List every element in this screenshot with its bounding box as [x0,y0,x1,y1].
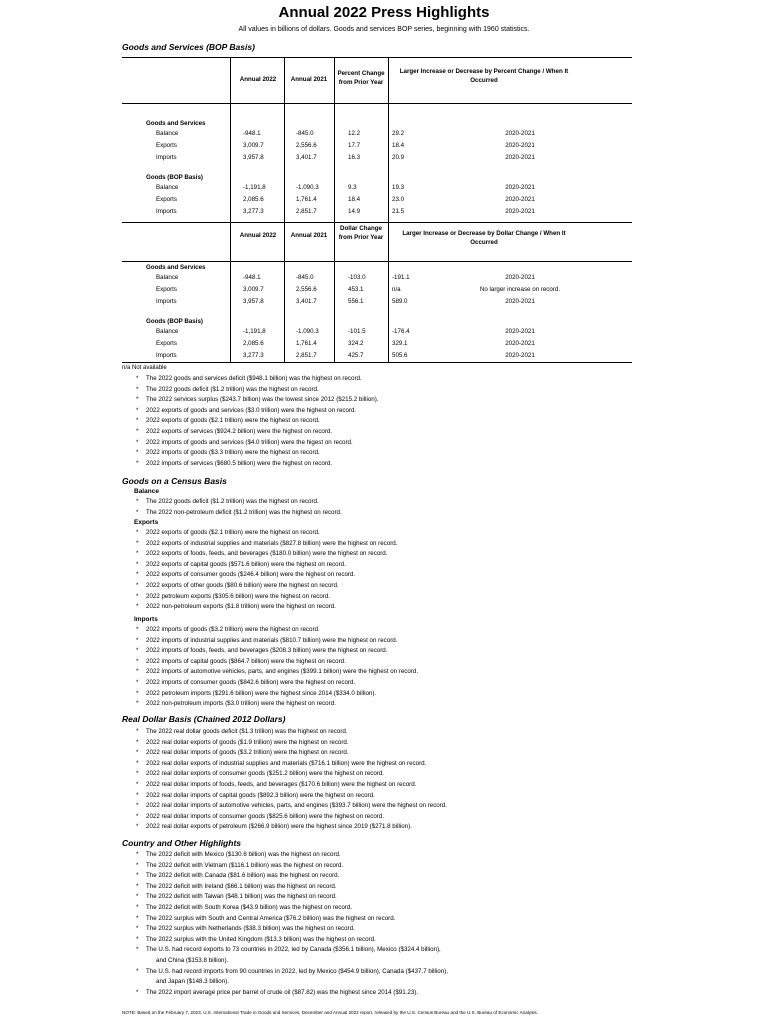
bullet-item: * 2022 exports of goods ($2.1 trillion) were the highest on record. [136,528,397,539]
cell-larger: 329.1 [392,340,408,347]
cell-annual-2021: 2,851.7 [296,352,317,359]
bullet-item: * The 2022 services surplus ($243.7 billion) was the lowest since 2012 ($215.2 billion). [136,395,379,406]
cell-when: 2020-2021 [505,352,535,359]
cell-annual-2021: -1,090.3 [296,328,319,335]
cell-change: 18.4 [348,196,361,203]
bullet-item: * 2022 non-petroleum exports ($1.8 trillion) were the highest on record. [136,602,397,613]
bullet-item: * The 2022 goods deficit ($1.2 trillion) was the highest on record. [136,497,342,508]
bullet-item: * 2022 real dollar imports of foods, feeds, and beverages ($170.6 billion) were the highest on record. [136,780,447,791]
cell-annual-2021: 2,556.6 [296,142,317,149]
subheading-imports: Imports [134,616,158,623]
bullet-item: * The 2022 non-petroleum deficit ($1.2 trillion) was the highest on record. [136,508,342,519]
bullet-item: * 2022 exports of services ($924.2 billion) were the highest on record. [136,427,379,438]
bullet-item: * 2022 exports of other goods ($80.6 billion) were the highest on record. [136,581,397,592]
bullet-line: The U.S. had record exports to 73 countries in 2022, led by Canada ($356.1 billion), Mexico ($324.4 billion), [146,946,441,954]
bullet-item: * 2022 imports of goods ($3.2 trillion) were the highest on record. [136,625,418,636]
cell-larger: 20.9 [392,154,405,161]
bullet-item: * 2022 real dollar exports of industrial supplies and materials ($716.1 billion) were the highest on record. [136,759,447,770]
cell-change: -103.0 [348,274,366,281]
bullet-item: * 2022 real dollar exports of consumer goods ($251.2 billion) were the highest on record. [136,769,447,780]
census-balance-list [136,497,342,518]
bullet-item: * The 2022 real dollar goods deficit ($1.3 trillion) was the highest on record. [136,727,447,738]
cell-annual-2022: -948.1 [243,274,261,281]
section-heading-country: Country and Other Highlights [122,838,241,848]
cell-when: 2020-2021 [505,274,535,281]
bullet-item [136,945,448,956]
cell-annual-2021: -845.0 [296,274,314,281]
cell-larger: 19.3 [392,184,405,191]
bullet-item: * 2022 real dollar exports of goods ($1.9 trillion) were the highest on record. [136,738,447,749]
cell-larger: 23.0 [392,196,405,203]
cell-change: 17.7 [348,142,361,149]
cell-when: 2020-2021 [505,340,535,347]
bullet-item: * 2022 real dollar imports of automotive vehicles, parts, and engines ($393.7 billion) were the highest on record. [136,801,447,812]
bullet-item: * The 2022 deficit with Vietnam ($116.1 billion) was the highest on record. [136,861,448,872]
cell-larger: 505.6 [392,352,408,359]
bullet-item: * 2022 non-petroleum imports ($3.0 trillion) were the highest on record. [136,699,418,710]
col-header: Larger Increase or Decrease by Percent Change / When It Occurred [399,68,569,84]
cell-annual-2021: 2,556.6 [296,286,317,293]
cell-larger: 18.4 [392,142,405,149]
bullet-item: * 2022 exports of consumer goods ($246.4 billion) were the highest on record. [136,570,397,581]
cell-when: 2020-2021 [505,298,535,305]
bullet-item: * 2022 exports of goods ($2.1 trillion) were the highest on record. [136,416,379,427]
table-divider [388,223,389,363]
cell-annual-2022: -948.1 [243,130,261,137]
page-subtitle: All values in billions of dollars. Goods and services BOP series, beginning with 1960 statistics. [238,26,530,33]
bullet-item: * The 2022 deficit with South Korea ($43.9 billion) was the highest on record. [136,903,448,914]
cell-larger: 589.0 [392,298,408,305]
bullet-item: * The 2022 deficit with Taiwan ($48.1 billion) was the highest on record. [136,892,448,903]
cell-when: 2020-2021 [505,196,535,203]
table-divider [334,223,335,363]
bop-dollar-table [122,223,632,363]
bullet-item: * 2022 imports of goods ($3.3 trillion) were the highest on record. [136,448,379,459]
cell-change: 16.3 [348,154,361,161]
real-dollar-bullet-list [136,727,447,833]
cell-annual-2021: -1,090.3 [296,184,319,191]
table-rule [122,261,632,262]
table-divider [388,57,389,223]
bullet-continuation: and China ($153.8 billion). [156,956,229,964]
cell-when: 2020-2021 [505,328,535,335]
bullet-item: * 2022 imports of industrial supplies and materials ($810.7 billion) were the highest on record. [136,636,418,647]
col-header: Annual 2021 [290,232,328,239]
cell-annual-2022: 2,085.6 [243,196,264,203]
table-rule [122,57,632,58]
col-header: Larger Increase or Decrease by Dollar Change / When It Occurred [402,230,566,246]
bullet-item: * The 2022 surplus with Netherlands ($38.3 billion) was the highest on record. [136,924,448,935]
bullet-continuation: and Japan ($148.3 billion). [156,978,229,986]
cell-annual-2022: 2,085.6 [243,340,264,347]
row-label: Balance [156,274,179,281]
cell-when: 2020-2021 [505,184,535,191]
row-group-label: Goods and Services [146,264,206,271]
bullet-item: * 2022 petroleum exports ($305.6 billion) were the highest on record. [136,592,397,603]
bullet-item: * 2022 imports of services ($680.5 billion) were the highest on record. [136,459,379,470]
bullet-item: * 2022 real dollar imports of consumer goods ($825.6 billion) were the highest on record. [136,812,447,823]
bullet-item: * The 2022 deficit with Canada ($81.6 billion) was the highest on record. [136,871,448,882]
subheading-exports: Exports [134,519,159,526]
cell-annual-2022: -1,191.8 [243,328,266,335]
row-label: Imports [156,208,177,215]
row-label: Exports [156,142,177,149]
cell-annual-2021: 1,761.4 [296,340,317,347]
bop-bullet-list [136,374,379,469]
cell-larger: -176.4 [392,328,410,335]
row-label: Exports [156,196,177,203]
cell-change: 453.1 [348,286,364,293]
bullet-item: * 2022 exports of industrial supplies and materials ($827.8 billion) were the highest on record. [136,539,397,550]
bullet-item: * 2022 imports of goods and services ($4.0 trillion) were the higest on record. [136,438,379,449]
row-group-label: Goods (BOP Basis) [146,318,203,325]
bullet-item: * 2022 exports of goods and services ($3.0 trillion) were the highest on record. [136,406,379,417]
bullet-item: * 2022 imports of capital goods ($864.7 billion) were the highest on record. [136,657,418,668]
cell-change: 14.9 [348,208,361,215]
cell-when: 2020-2021 [505,130,535,137]
page-title: Annual 2022 Press Highlights [278,4,490,21]
cell-change: 556.1 [348,298,364,305]
cell-annual-2021: 3,401.7 [296,298,317,305]
col-header: Annual 2022 [239,232,277,239]
row-label: Balance [156,328,179,335]
cell-annual-2022: 3,957.8 [243,154,264,161]
bullet-item: * The 2022 goods deficit ($1.2 trillion) was the highest on record. [136,385,379,396]
cell-when: 2020-2021 [505,142,535,149]
cell-larger: 21.5 [392,208,405,215]
bullet-item: * 2022 petroleum imports ($291.6 billion) were the highest since 2014 ($334.0 billion). [136,689,418,700]
cell-change: 12.2 [348,130,361,137]
col-header: Percent Change from Prior Year [337,70,385,86]
cell-larger: 29.2 [392,130,405,137]
bullet-item: * 2022 imports of consumer goods ($842.6 billion) were the highest on record. [136,678,418,689]
cell-annual-2022: 3,009.7 [243,286,264,293]
cell-larger: -191.1 [392,274,410,281]
cell-when: 2020-2021 [505,208,535,215]
subheading-balance: Balance [134,488,159,495]
bullet-item: * The 2022 surplus with South and Central America ($76.2 billion) was the highest on record. [136,914,448,925]
cell-when: No larger increase on record. [479,286,561,293]
census-imports-list [136,625,418,710]
bullet-item: * The 2022 deficit with Mexico ($130.6 billion) was the highest on record. [136,850,448,861]
cell-change: 9.3 [348,184,357,191]
bop-percent-table [122,57,632,223]
row-label: Imports [156,352,177,359]
footnote: NOTE: Based on the February 7, 2023, U.S. International Trade in Goods and Services, December and Annual 2022 report, released by the U.S. Census Bureau and the U.S. Bureau of Economic Analysis. [122,1010,538,1015]
bullet-item: * 2022 exports of capital goods ($571.6 billion) were the highest on record. [136,560,397,571]
col-header: Annual 2021 [290,76,328,83]
cell-change: 425.7 [348,352,364,359]
row-label: Exports [156,286,177,293]
bullet-item [136,967,448,978]
cell-annual-2022: -1,191.8 [243,184,266,191]
cell-annual-2022: 3,957.8 [243,298,264,305]
section-heading-census: Goods on a Census Basis [122,476,227,486]
row-group-label: Goods (BOP Basis) [146,174,203,181]
bullet-item: * The 2022 surplus with the United Kingdom ($13.3 billion) was the highest on record. [136,935,448,946]
cell-annual-2021: -845.0 [296,130,314,137]
cell-annual-2021: 3,401.7 [296,154,317,161]
table-rule [122,362,632,363]
cell-annual-2022: 3,277.3 [243,208,264,215]
bullet-line: The U.S. had record imports from 90 countries in 2022, led by Mexico ($454.9 billion), Canada ($437.7 billion), [146,967,448,975]
cell-larger: n/a [392,286,401,293]
cell-when: 2020-2021 [505,154,535,161]
row-label: Exports [156,340,177,347]
section-heading-bop: Goods and Services (BOP Basis) [122,42,255,52]
cell-change: -101.5 [348,328,366,335]
col-header: Annual 2022 [239,76,277,83]
row-group-label: Goods and Services [146,120,206,127]
bullet-item: * 2022 exports of foods, feeds, and beverages ($180.0 billion) were the highest on record. [136,549,397,560]
col-header: Dollar Change from Prior Year [338,225,384,241]
table-rule [122,103,632,104]
cell-annual-2021: 1,761.4 [296,196,317,203]
bullet-item: * 2022 imports of automotive vehicles, parts, and engines ($399.1 billion) were the highest on record. [136,667,418,678]
cell-annual-2022: 3,277.3 [243,352,264,359]
row-label: Imports [156,154,177,161]
cell-change: 324.2 [348,340,364,347]
cell-annual-2022: 3,009.7 [243,142,264,149]
bullet-item: * 2022 imports of foods, feeds, and beverages ($208.3 billion) were the highest on record. [136,646,418,657]
bullet-item: * The 2022 deficit with Ireland ($66.1 billion) was the highest on record. [136,882,448,893]
census-exports-list [136,528,397,613]
cell-annual-2021: 2,851.7 [296,208,317,215]
bullet-item: * 2022 real dollar imports of goods ($3.2 trillion) were the highest on record. [136,748,447,759]
row-label: Balance [156,130,179,137]
row-label: Balance [156,184,179,191]
table-divider [284,57,285,223]
bullet-item: * The 2022 import average price per barrel of crude oil ($87.82) was the highest since 2014 ($91.23). [136,988,448,999]
bullet-item: * 2022 real dollar exports of petroleum ($266.9 billion) were the highest since 2019 ($271.8 billion). [136,822,447,833]
bullet-item: * 2022 real dollar imports of capital goods ($892.3 billion) were the highest on record. [136,791,447,802]
row-label: Imports [156,298,177,305]
na-note: n/a Not available [122,365,167,371]
bullet-item: * The 2022 goods and services deficit ($948.1 billion) was the highest on record. [136,374,379,385]
section-heading-real-dollar: Real Dollar Basis (Chained 2012 Dollars) [122,714,286,724]
table-divider [284,223,285,363]
country-bullet-list [136,850,448,998]
table-divider [334,57,335,223]
